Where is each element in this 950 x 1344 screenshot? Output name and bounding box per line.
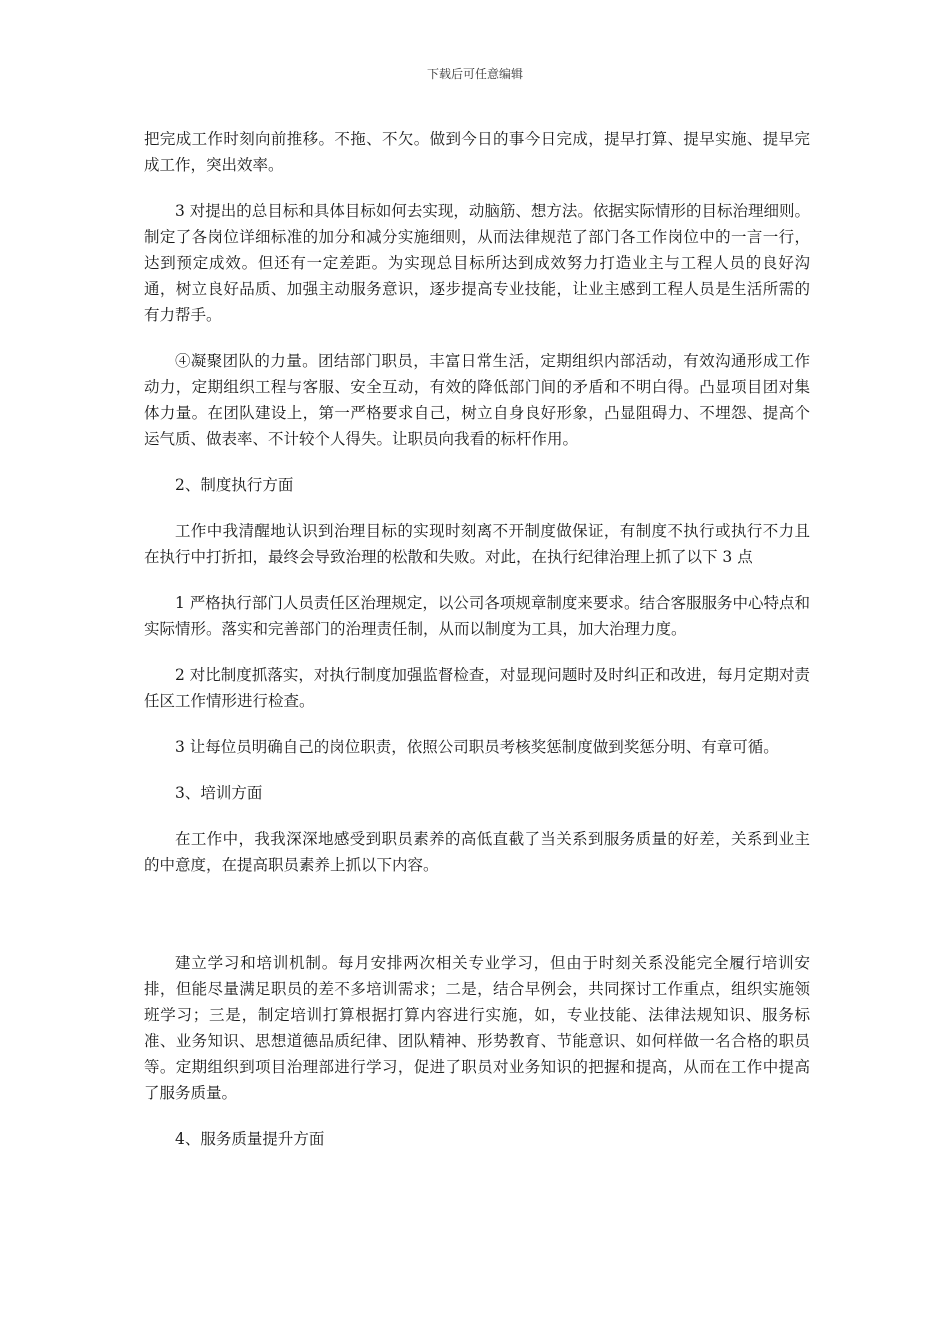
paragraph-item-4-team: ④凝聚团队的力量。团结部门职员，丰富日常生活，定期组织内部活动，有效沟通形成工作动力，定期组织工程与客服、安全互动，有效的降低部门间的矛盾和不明白得。凸显项目团对集体力量。在团队建设上，第一严格要求自己，树立自身良好形象，凸显阻碍力、不埋怨、提高个运气质、做表率、不计较个人得失。让职员向我看的标杆作用。 [144,352,810,448]
paragraph-system-intro: 工作中我清醒地认识到治理目标的实现时刻离不开制度做保证，有制度不执行或执行不力且在执行中打折扣，最终会导致治理的松散和失败。对此，在执行纪律治理上抓了以下 3 点 [144,522,810,566]
document-body [144,126,810,1172]
paragraph-continuation: 把完成工作时刻向前推移。不拖、不欠。做到今日的事今日完成，提早打算、提早实施、提早完成工作，突出效率。 [144,130,810,174]
paragraph-training-mechanism: 建立学习和培训机制。每月安排两次相关专业学习，但由于时刻关系没能完全履行培训安排，但能尽量满足职员的差不多培训需求；二是，结合早例会，共同探讨工作重点，组织实施领班学习；三是，制定培训打算根据打算内容进行实施，如，专业技能、法律法规知识、服务标准、业务知识、思想道德品质纪律、团队精神、形势教育、节能意识、如何样做一名合格的职员等。定期组织到项目治理部进行学习，促进了职员对业务知识的把握和提高，从而在工作中提高了服务质量。 [144,954,810,1102]
paragraph-training-intro: 在工作中，我我深深地感受到职员素养的高低直截了当关系到服务质量的好差，关系到业主的中意度，在提高职员素养上抓以下内容。 [144,830,810,874]
paragraph-system-item-3: 3 让每位员明确自己的岗位职责，依照公司职员考核奖惩制度做到奖惩分明、有章可循。 [175,738,779,756]
paragraph-system-item-1: 1 严格执行部门人员责任区治理规定，以公司各项规章制度来要求。结合客服服务中心特点和实际情形。落实和完善部门的治理责任制，从而以制度为工具，加大治理力度。 [144,594,810,638]
paragraph-item-3-goals: 3 对提出的总目标和具体目标如何去实现，动脑筋、想方法。依据实际情形的目标治理细则。制定了各岗位详细标准的加分和减分实施细则，从而法律规范了部门各工作岗位中的一言一行，达到预定成效。但还有一定差距。为实现总目标所达到成效努力打造业主与工程人员的良好沟通，树立良好品质、加强主动服务意识，逐步提高专业技能，让业主感到工程人员是生活所需的有力帮手。 [144,202,810,324]
page-header: 下载后可任意编辑 [426,67,523,81]
section-heading-training: 3、培训方面 [175,784,263,802]
paragraph-system-item-2: 2 对比制度抓落实，对执行制度加强监督检查，对显现问题时及时纠正和改进，每月定期对责任区工作情形进行检查。 [144,666,810,710]
section-heading-service-quality: 4、服务质量提升方面 [175,1130,325,1148]
section-heading-system-execution: 2、制度执行方面 [175,476,294,494]
